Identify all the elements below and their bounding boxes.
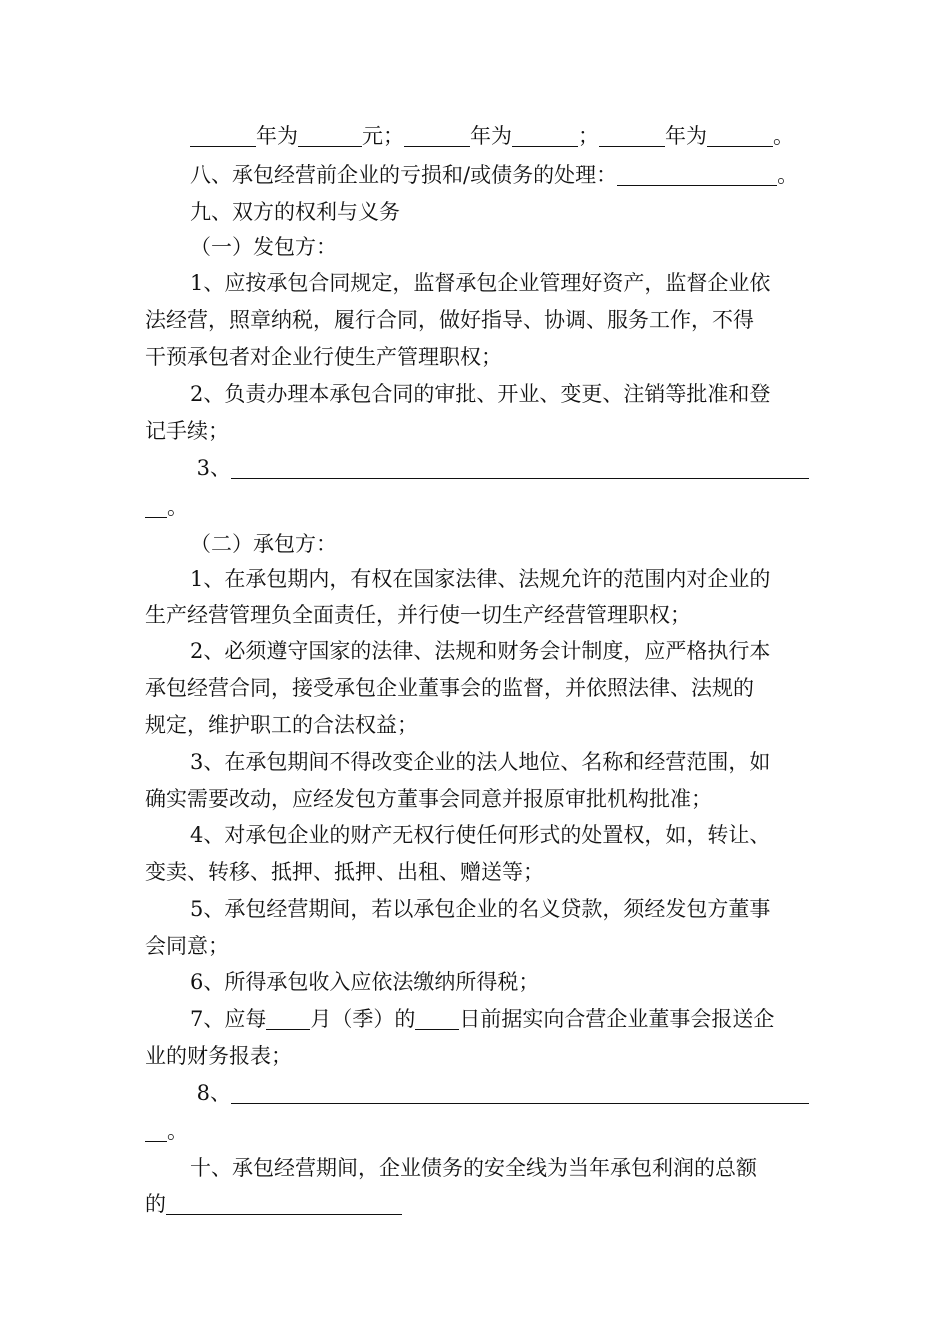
fill-in-blank <box>404 124 470 147</box>
fill-in-blank <box>415 1007 459 1030</box>
line-text: 。 <box>167 495 188 519</box>
line-1 <box>190 121 855 151</box>
line-17 <box>145 710 810 740</box>
line-10 <box>190 453 855 483</box>
line-text: 3、 <box>190 456 232 480</box>
line-30 <box>145 1189 810 1219</box>
fill-in-blank <box>145 1119 167 1142</box>
line-3 <box>190 197 855 227</box>
line-20 <box>190 820 855 850</box>
line-14 <box>145 600 810 630</box>
line-text: 日前据实向合营企业董事会报送企 <box>459 1007 775 1031</box>
line-text: 2、必须遵守国家的法律、法规和财务会计制度，应严格执行本 <box>190 639 771 663</box>
line-text: 元； <box>362 124 404 148</box>
fill-in-blank <box>266 1007 310 1030</box>
fill-in-blank <box>512 124 578 147</box>
line-6 <box>145 305 810 335</box>
line-text: 1、应按承包合同规定，监督承包企业管理好资产，监督企业依 <box>190 271 771 295</box>
fill-in-blank <box>166 1192 402 1215</box>
line-text: （二）承包方： <box>190 532 337 556</box>
line-text: 6、所得承包收入应依法缴纳所得税； <box>190 970 540 994</box>
line-text: 1、在承包期内，有权在国家法律、法规允许的范围内对企业的 <box>190 567 771 591</box>
line-text: 记手续； <box>145 419 229 443</box>
line-text: 。 <box>167 1119 188 1143</box>
line-text: 月（季）的 <box>310 1007 416 1031</box>
fill-in-blank <box>145 495 167 518</box>
line-text: 会同意； <box>145 934 229 958</box>
line-text: 业的财务报表； <box>145 1044 292 1068</box>
line-text: 九、双方的权利与义务 <box>190 200 400 224</box>
line-text: 。 <box>777 163 799 187</box>
line-text: 年为 <box>256 124 298 148</box>
line-text: 2、负责办理本承包合同的审批、开业、变更、注销等批准和登 <box>190 382 771 406</box>
line-text: 的 <box>145 1192 166 1216</box>
line-text: 3、在承包期间不得改变企业的法人地位、名称和经营范围，如 <box>190 750 771 774</box>
line-text: ； <box>578 124 599 148</box>
line-text: 干预承包者对企业行使生产管理职权； <box>145 345 502 369</box>
line-28 <box>145 1116 810 1146</box>
line-text: 法经营，照章纳税，履行合同，做好指导、协调、服务工作，不得 <box>145 308 754 332</box>
line-23 <box>145 931 810 961</box>
fill-in-blank <box>599 124 665 147</box>
line-text: 7、应每 <box>190 1007 267 1031</box>
line-16 <box>145 673 810 703</box>
line-text: 确实需要改动，应经发包方董事会同意并报原审批机构批准； <box>145 787 712 811</box>
line-text: 5、承包经营期间，若以承包企业的名义贷款，须经发包方董事 <box>190 897 771 921</box>
fill-in-blank <box>231 1081 809 1104</box>
line-18 <box>190 747 855 777</box>
line-text: 承包经营合同，接受承包企业董事会的监督，并依照法律、法规的 <box>145 676 754 700</box>
line-7 <box>145 342 810 372</box>
line-11 <box>145 492 810 522</box>
line-text: 规定，维护职工的合法权益； <box>145 713 418 737</box>
line-text: 生产经营管理负全面责任，并行使一切生产经营管理职权； <box>145 603 691 627</box>
line-text: 8、 <box>190 1081 232 1105</box>
line-text: 变卖、转移、抵押、抵押、出租、赠送等； <box>145 860 544 884</box>
line-24 <box>190 967 855 997</box>
fill-in-blank <box>617 163 777 186</box>
line-21 <box>145 857 810 887</box>
line-text: （一）发包方： <box>190 235 337 259</box>
fill-in-blank <box>298 124 362 147</box>
line-5 <box>190 268 855 298</box>
fill-in-blank <box>190 124 256 147</box>
line-25 <box>190 1004 855 1034</box>
line-8 <box>190 379 855 409</box>
line-27 <box>190 1078 855 1108</box>
line-4 <box>190 232 855 262</box>
line-text: 八、承包经营前企业的亏损和/或债务的处理： <box>190 163 618 187</box>
line-26 <box>145 1041 810 1071</box>
line-12 <box>190 529 855 559</box>
line-text: 十、承包经营期间，企业债务的安全线为当年承包利润的总额 <box>190 1156 757 1180</box>
line-9 <box>145 416 810 446</box>
line-2 <box>190 160 855 190</box>
line-19 <box>145 784 810 814</box>
line-15 <box>190 636 855 666</box>
line-22 <box>190 894 855 924</box>
fill-in-blank <box>231 456 809 479</box>
line-text: 。 <box>773 124 794 148</box>
line-13 <box>190 564 855 594</box>
fill-in-blank <box>707 124 773 147</box>
line-29 <box>190 1153 855 1183</box>
line-text: 年为 <box>470 124 512 148</box>
line-text: 4、对承包企业的财产无权行使任何形式的处置权，如，转让、 <box>190 823 771 847</box>
line-text: 年为 <box>665 124 707 148</box>
